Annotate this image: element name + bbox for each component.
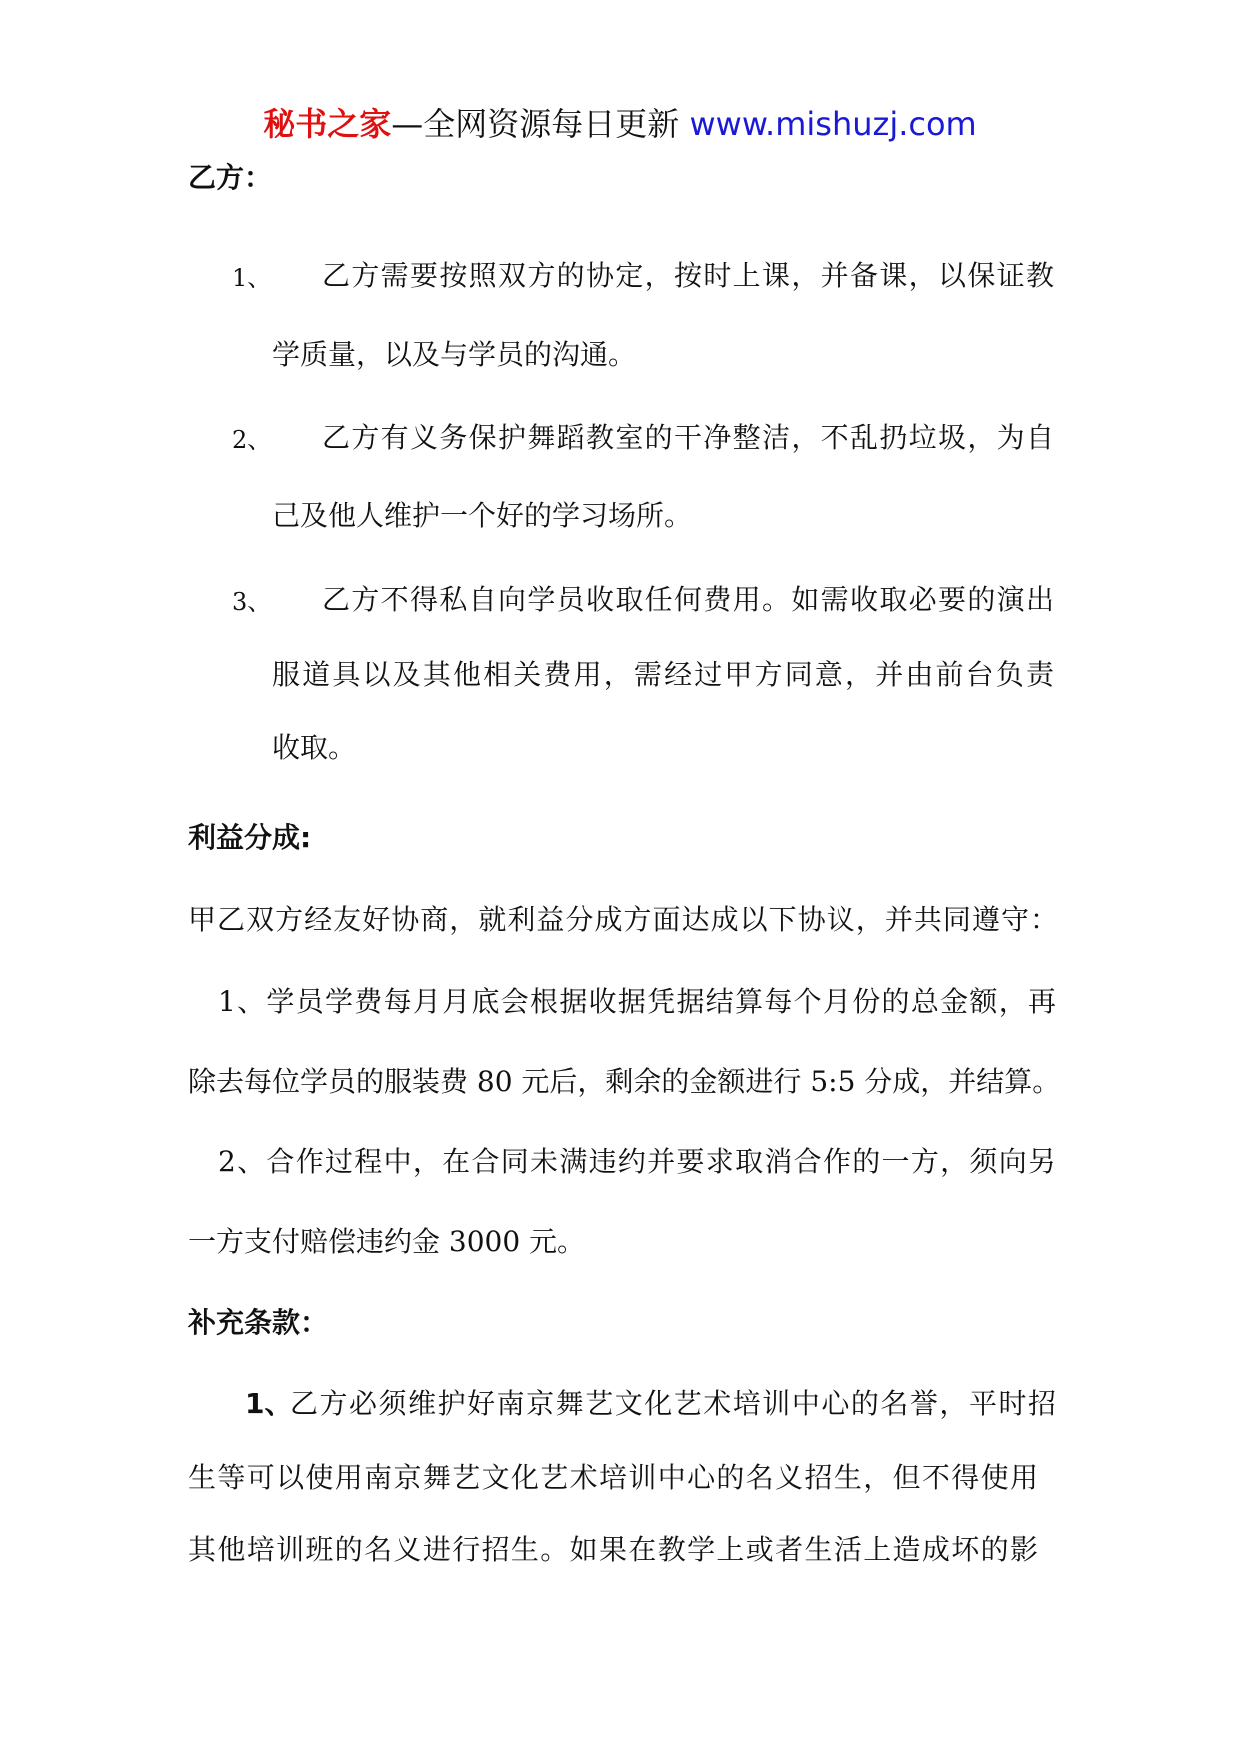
profit-item-2-line-2: 一方支付赔偿违约金 3000 元。 [188,1225,586,1258]
party-b-item-2-line-2: 己及他人维护一个好的学习场所。 [272,499,693,532]
page-header [0,102,1240,146]
party-b-item-3-line-2: 服道具以及其他相关费用，需经过甲方同意，并由前台负责 [272,658,1054,691]
party-b-item-3-line-3: 收取。 [272,731,357,764]
profit-item-2-line-1: 2、合作过程中，在合同未满违约并要求取消合作的一方，须向另 [218,1145,1056,1178]
profit-heading: 利益分成: [188,821,312,854]
header-brand: 秘书之家 [263,105,392,143]
profit-item-1-line-1: 1、学员学费每月月底会根据收据凭据结算每个月份的总金额，再 [218,985,1056,1018]
supplementary-item-1-number-text: 1、 [245,1387,293,1420]
party-b-item-1-number: 1、 [232,264,272,292]
party-b-item-1-line-2: 学质量，以及与学员的沟通。 [272,338,637,371]
party-b-heading: 乙方： [188,161,273,194]
profit-item-1-line-2: 除去每位学员的服装费 80 元后，剩余的金额进行 5:5 分成，并结算。 [188,1065,1061,1098]
header-url[interactable]: www.mishuzj.com [689,105,977,143]
supplementary-heading: 补充条款： [188,1306,329,1339]
supplementary-item-1-line-1: 乙方必须维护好南京舞艺文化艺术培训中心的名誉，平时招 [290,1387,1056,1420]
header-tagline: —全网资源每日更新 [391,105,680,143]
party-b-item-2-line-1: 乙方有义务保护舞蹈教室的干净整洁，不乱扔垃圾，为自 [322,421,1054,454]
party-b-item-3-number: 3、 [232,588,272,616]
profit-intro: 甲乙双方经友好协商，就利益分成方面达成以下协议，并共同遵守： [188,903,1058,936]
party-b-item-2-number: 2、 [232,426,272,454]
supplementary-item-1-line-3: 其他培训班的名义进行招生。如果在教学上或者生活上造成坏的影 [188,1533,1038,1566]
party-b-item-1-line-1: 乙方需要按照双方的协定，按时上课，并备课，以保证教 [322,259,1054,292]
party-b-item-3-line-1: 乙方不得私自向学员收取任何费用。如需收取必要的演出 [322,583,1054,616]
supplementary-item-1-number [245,1384,292,1424]
supplementary-item-1-line-2: 生等可以使用南京舞艺文化艺术培训中心的名义招生，但不得使用 [188,1461,1038,1494]
